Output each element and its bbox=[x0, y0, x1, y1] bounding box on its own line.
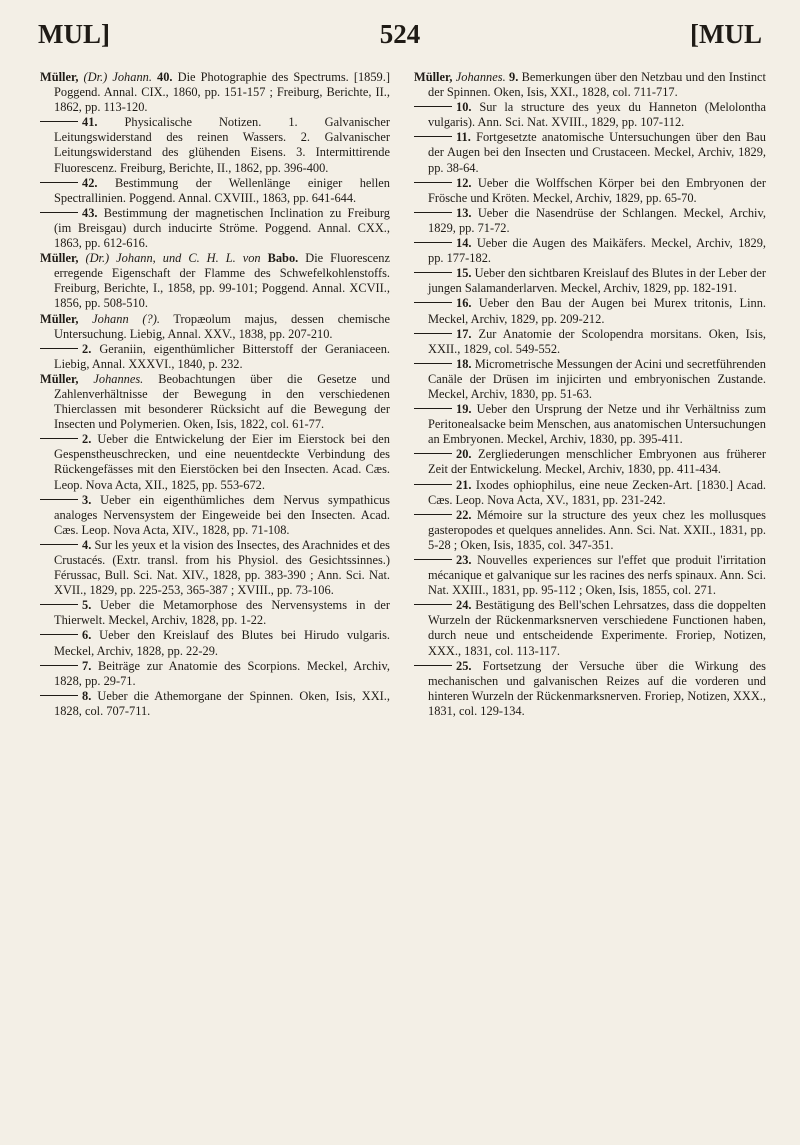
bibliography-entry bbox=[414, 508, 766, 553]
entry-number: 24. bbox=[456, 598, 472, 613]
entry-text: Ueber die Athemorgane der Spinnen. Oken, Isis, XXI., 1828, col. 707-711. bbox=[54, 688, 390, 718]
bibliography-entry bbox=[414, 130, 766, 175]
entry-number: 40. bbox=[157, 70, 173, 84]
ditto-dash bbox=[414, 242, 452, 243]
entry-text: Beiträge zur Anatomie des Scorpions. Meckel, Archiv, 1828, pp. 29-71. bbox=[54, 658, 390, 688]
entry-number: 20. bbox=[456, 447, 472, 462]
entry-text: Beobachtungen über die Gesetze und Zahlenverhältnisse der Bewegung in den verschiedenen Thierclassen mit besonderer Rücksicht auf die Bewegung der Insecten und Polymerien. Oken, Isis, 1822, col. 61-77. bbox=[54, 371, 390, 432]
entry-text: Bestimmung der magnetischen Inclination zu Freiburg (im Breisgau) durch inducirte Ströme. Poggend. Annal. CXX., 1863, pp. 612-616. bbox=[54, 205, 390, 251]
right-column bbox=[414, 70, 766, 719]
bibliography-entry bbox=[40, 70, 390, 115]
ditto-dash bbox=[40, 544, 78, 545]
ditto-dash bbox=[40, 634, 78, 635]
ditto-dash bbox=[40, 499, 78, 500]
entry-text: Ueber die Wolffschen Körper bei den Embryonen der Frösche und Kröten. Meckel, Archiv, 1829, pp. 65-70. bbox=[428, 175, 766, 205]
bibliography-entry bbox=[414, 357, 766, 402]
entry-number: 8. bbox=[82, 688, 92, 703]
entry-text: Fortsetzung der Versuche über die Wirkung des mechanischen und galvanischen Reizes auf die vorderen und hinteren Wurzeln der Rückenmarksnerven. Froriep, Notizen, XXX., 1831, col. 129-134. bbox=[428, 658, 766, 718]
ditto-dash bbox=[414, 302, 452, 303]
entry-number: 2. bbox=[82, 432, 92, 447]
entry-number: 3. bbox=[82, 492, 92, 507]
entry-number: 14. bbox=[456, 236, 472, 251]
bibliography-entry bbox=[414, 553, 766, 598]
entry-number: 21. bbox=[456, 477, 472, 492]
ditto-dash bbox=[414, 559, 452, 560]
entry-text: Sur la structure des yeux du Hanneton (Melolontha vulgaris). Ann. Sci. Nat. XVIII., 1829, pp. 107-112. bbox=[428, 100, 766, 130]
author-given-name: (Dr.) Johann, und C. H. L. von bbox=[85, 251, 261, 266]
ditto-dash bbox=[40, 121, 78, 122]
ditto-dash bbox=[414, 363, 452, 364]
entry-number: 11. bbox=[456, 130, 471, 145]
entry-text: Die Photographie des Spectrums. [1859.] Poggend. Annal. CIX., 1860, pp. 151-157 ; Freiburg, Berichte, II., 1862, pp. 113-120. bbox=[54, 70, 390, 115]
bibliography-entry bbox=[414, 176, 766, 206]
entry-text: Ueber den Bau der Augen bei Murex tritonis, Linn. Meckel, Archiv, 1829, pp. 209-212. bbox=[428, 296, 766, 326]
entry-text: Bestätigung des Bell'schen Lehrsatzes, dass die doppelten Wurzeln der Rückenmarksnerven verschiedene Functionen haben, durch neue und entscheidende Experimente. Froriep, Notizen, XXX., 1831, col. 113-117. bbox=[428, 598, 766, 658]
bibliography-entry bbox=[40, 493, 390, 538]
bibliography-entry bbox=[40, 659, 390, 689]
entry-text: Ueber die Metamorphose des Nervensystems in der Thierwelt. Meckel, Archiv, 1828, pp. 1-22. bbox=[54, 598, 390, 628]
entry-text: Ueber den sichtbaren Kreislauf des Blutes in der Leber der jungen Salamanderlarven. Meckel, Archiv, 1829, pp. 182-191. bbox=[428, 266, 767, 296]
ditto-dash bbox=[414, 333, 452, 334]
entry-text: Geraniin, eigenthümlicher Bitterstoff der Geraniaceen. Liebig, Annal. XXXVI., 1840, p. 232. bbox=[54, 341, 390, 371]
entry-text: Zergliederungen menschlicher Embryonen aus früherer Zeit der Entwickelung. Meckel, Archiv, 1830, pp. 411-434. bbox=[428, 447, 766, 477]
ditto-dash bbox=[414, 453, 452, 454]
author-surname: Müller, bbox=[40, 251, 79, 266]
bibliography-entry bbox=[414, 296, 766, 326]
author-surname: Müller, bbox=[40, 311, 79, 326]
entry-number: 15. bbox=[456, 266, 472, 281]
entry-text: Ueber die Entwickelung der Eier im Eierstock bei den Gespenstheuschrecken, und eine neuentdeckte Verbindung des Rückengefässes mit den Eierstöcken bei den Insecten. Acad. Cæs. Leop. Nova Acta, XII., 1825, pp. 553-672. bbox=[54, 432, 390, 492]
coauthor-surname: Babo. bbox=[267, 251, 299, 266]
bibliography-entry bbox=[40, 689, 390, 719]
entry-number: 42. bbox=[82, 175, 98, 190]
bibliography-entry bbox=[414, 206, 766, 236]
entry-number: 43. bbox=[82, 205, 98, 220]
author-given-name: Johannes. bbox=[93, 371, 144, 386]
ditto-dash bbox=[414, 604, 452, 605]
entry-number: 7. bbox=[82, 658, 92, 673]
entry-number: 23. bbox=[456, 553, 472, 567]
ditto-dash bbox=[414, 272, 452, 273]
bibliography-entry bbox=[40, 432, 390, 492]
bibliography-entry bbox=[414, 266, 766, 296]
entry-number: 10. bbox=[456, 100, 472, 115]
bibliography-entry bbox=[414, 70, 766, 100]
author-given-name: Johannes. bbox=[455, 70, 506, 84]
bibliography-entry bbox=[414, 327, 766, 357]
author-surname: Müller, bbox=[40, 371, 79, 386]
ditto-dash bbox=[414, 514, 452, 515]
bibliography-entry bbox=[40, 176, 390, 206]
entry-text: Zur Anatomie der Scolopendra morsitans. Oken, Isis, XXII., 1829, col. 549-552. bbox=[428, 326, 766, 356]
author-surname: Müller, bbox=[414, 70, 453, 84]
ditto-dash bbox=[40, 212, 78, 213]
header-left: MUL] bbox=[38, 19, 110, 49]
ditto-dash bbox=[40, 348, 78, 349]
entry-text: Ueber den Ursprung der Netze und ihr Verhältniss zum Peritonealsacke beim Menschen, aus anatomischen Untersuchungen an Embryonen. Meckel, Archiv, 1830, pp. 395-411. bbox=[428, 402, 766, 447]
bibliography-entry bbox=[414, 598, 766, 658]
entry-text: Ueber den Kreislauf des Blutes bei Hirudo vulgaris. Meckel, Archiv, 1828, pp. 22-29. bbox=[54, 628, 390, 658]
ditto-dash bbox=[40, 665, 78, 666]
entry-text: Ueber die Nasendrüse der Schlangen. Meckel, Archiv, 1829, pp. 71-72. bbox=[428, 205, 766, 235]
entry-number: 22. bbox=[456, 507, 472, 522]
entry-text: Sur les yeux et la vision des Insectes, des Arachnides et des Crustacés. (Extr. transl. from his Physiol. des Gesichtssinnes.) Férussac, Bull. Sci. Nat. XIV., 1828, pp. 383-390 ; Ann. Sci. Nat. XVII., 1829, pp. 225-253, 365-387 ; XVIII., pp. 73-106. bbox=[54, 537, 390, 598]
entry-text: Ueber ein eigenthümliches dem Nervus sympathicus analoges Nervensystem der Eingeweide bei den Insecten. Acad. Cæs. Leop. Nova Acta, XIV., 1828, pp. 71-108. bbox=[54, 492, 390, 537]
left-column bbox=[40, 70, 390, 719]
bibliography-entry bbox=[414, 447, 766, 477]
entry-text: Bemerkungen über den Netzbau und den Instinct der Spinnen. Oken, Isis, XXI., 1828, col. 711-717. bbox=[428, 70, 766, 100]
entry-number: 41. bbox=[82, 115, 98, 130]
author-given-name: (Dr.) Johann. bbox=[83, 70, 152, 84]
entry-number: 16. bbox=[456, 296, 472, 311]
entry-number: 4. bbox=[82, 537, 92, 552]
bibliography-entry bbox=[40, 598, 390, 628]
entry-number: 6. bbox=[82, 628, 92, 643]
entry-number: 9. bbox=[509, 70, 519, 84]
ditto-dash bbox=[414, 484, 452, 485]
ditto-dash bbox=[414, 182, 452, 183]
ditto-dash bbox=[414, 212, 452, 213]
bibliography-entry bbox=[40, 251, 390, 311]
bibliography-entry bbox=[40, 312, 390, 342]
entry-text: Ueber die Augen des Maikäfers. Meckel, Archiv, 1829, pp. 177-182. bbox=[428, 236, 766, 266]
ditto-dash bbox=[414, 106, 452, 107]
ditto-dash bbox=[414, 136, 452, 137]
ditto-dash bbox=[414, 665, 452, 666]
bibliography-entry bbox=[40, 538, 390, 598]
entry-text: Mémoire sur la structure des yeux chez les mollusques gasteropodes et quelques annelides. Ann. Sci. Nat. XXII., 1831, pp. 5-28 ; Oken, Isis, 1835, col. 347-351. bbox=[428, 507, 766, 552]
bibliography-entry bbox=[414, 100, 766, 130]
bibliography-entry bbox=[414, 236, 766, 266]
ditto-dash bbox=[40, 182, 78, 183]
bibliography-entry bbox=[40, 206, 390, 251]
entry-text: Die Fluorescenz erregende Eigenschaft der Flamme des Schwefelkohlenstoffs. Freiburg, Berichte, I., 1858, pp. 99-101; Poggend. Annal. XCVII., 1856, pp. 508-510. bbox=[54, 251, 390, 311]
page-number: 524 bbox=[379, 19, 421, 49]
entry-text: Tropæolum majus, dessen chemische Untersuchung. Liebig, Annal. XXV., 1838, pp. 207-210. bbox=[54, 311, 390, 341]
entry-number: 25. bbox=[456, 658, 472, 673]
entry-number: 13. bbox=[456, 205, 472, 220]
entry-text: Fortgesetzte anatomische Untersuchungen über den Bau der Augen bei den Insecten und Crustaceen. Meckel, Archiv, 1829, pp. 38-64. bbox=[428, 130, 766, 175]
running-header bbox=[38, 18, 762, 50]
bibliography-entry bbox=[40, 115, 390, 175]
entry-text: Nouvelles experiences sur l'effet que produit l'irritation mécanique et galvanique sur les racines des nerfs spinaux. Ann. Sci. Nat. XXIII., 1831, pp. 95-112 ; Oken, Isis, 1855, col. 271. bbox=[428, 553, 766, 598]
bibliography-entry bbox=[40, 372, 390, 432]
entry-number: 5. bbox=[82, 598, 92, 613]
entry-text: Micrometrische Messungen der Acini und secretführenden Canäle der Drüsen im injicirten und embryonischen Zustande. Meckel, Archiv, 1830, pp. 51-63. bbox=[428, 356, 766, 401]
entry-text: Physicalische Notizen. 1. Galvanischer Leitungswiderstand des reinen Wassers. 2. Galvanischer Leitungswiderstand des glühenden Eisens. 3. Intermittirende Fluorescenz. Freiburg, Berichte, II., 1862, pp. 396-400. bbox=[54, 115, 390, 175]
entry-number: 12. bbox=[456, 175, 472, 190]
author-given-name: Johann (?). bbox=[92, 311, 160, 326]
ditto-dash bbox=[40, 695, 78, 696]
entry-text: Ixodes ophiophilus, eine neue Zecken-Art. [1830.] Acad. Cæs. Leop. Nova Acta, XV., 1831, pp. 231-242. bbox=[428, 477, 766, 507]
entry-number: 18. bbox=[456, 356, 472, 371]
entry-number: 19. bbox=[456, 402, 472, 417]
ditto-dash bbox=[40, 604, 78, 605]
entry-text: Bestimmung der Wellenlänge einiger hellen Spectrallinien. Poggend. Annal. CXVIII., 1863, pp. 641-644. bbox=[54, 175, 390, 205]
bibliography-entry bbox=[414, 659, 766, 719]
bibliography-entry bbox=[414, 402, 766, 447]
bibliography-entry bbox=[414, 478, 766, 508]
bibliography-entry bbox=[40, 628, 390, 658]
ditto-dash bbox=[414, 408, 452, 409]
ditto-dash bbox=[40, 438, 78, 439]
entry-number: 2. bbox=[82, 341, 92, 356]
bibliography-entry bbox=[40, 342, 390, 372]
entry-number: 17. bbox=[456, 326, 472, 341]
author-surname: Müller, bbox=[40, 70, 79, 84]
header-right: [MUL bbox=[690, 19, 762, 49]
